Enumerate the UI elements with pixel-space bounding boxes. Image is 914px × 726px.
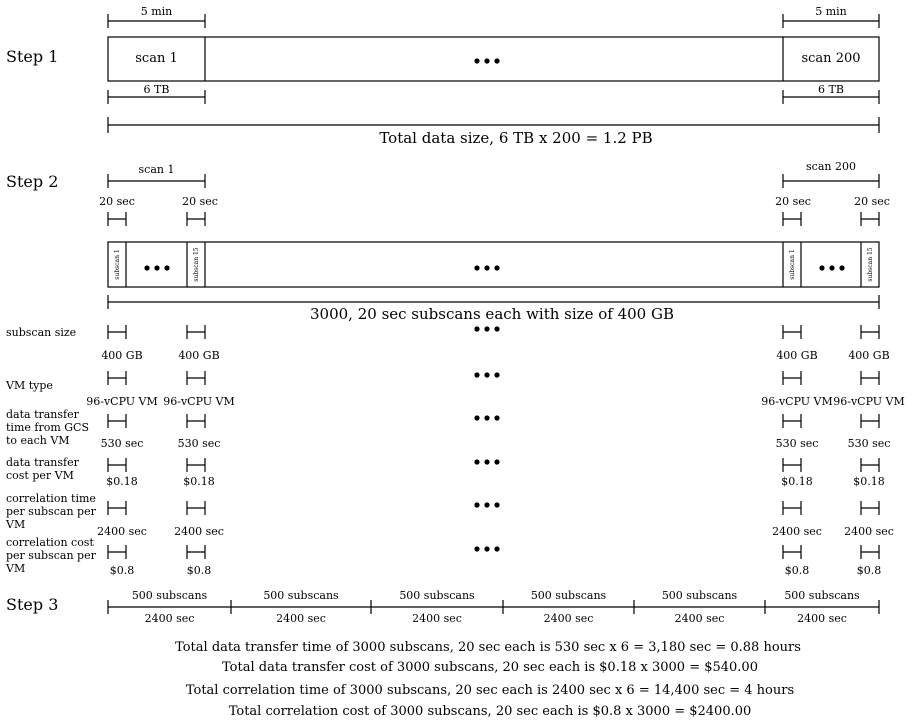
row-4-bracket-3 <box>861 501 879 515</box>
row-5-bracket-0 <box>108 545 126 559</box>
row-2-value-0: 530 sec <box>100 437 144 450</box>
step3-seg-4-bottom: 2400 sec <box>674 612 725 625</box>
row-label-4-line-1: per subscan per <box>6 505 96 518</box>
step2-subscan-first-a: subscan 1 <box>114 249 121 280</box>
step2-subscan-strip <box>108 242 879 287</box>
step2-scan-bracket-first <box>108 174 205 188</box>
row-4-value-3: 2400 sec <box>844 525 894 538</box>
step2-subscan-last-a: subscan 15 <box>193 247 200 282</box>
step1-duration-label-last: 5 min <box>815 5 847 18</box>
step3-seg-5-bottom: 2400 sec <box>797 612 847 625</box>
step1-total-text: Total data size, 6 TB x 200 = 1.2 PB <box>379 129 653 147</box>
step2-subscan-first-b: subscan 1 <box>789 249 796 280</box>
row-5-bracket-3 <box>861 545 879 559</box>
step3-seg-0-bottom: 2400 sec <box>144 612 195 625</box>
row-5-ellipsis <box>474 546 499 551</box>
step3-seg-5-top: 500 subscans <box>784 589 860 602</box>
step2-scan-first-label: scan 1 <box>138 163 175 176</box>
row-4-value-0: 2400 sec <box>97 525 147 538</box>
step-2-label: Step 2 <box>6 172 59 191</box>
row-label-4-line-2: VM <box>6 518 26 531</box>
row-1-ellipsis <box>474 372 499 377</box>
row-1-value-3: 96-vCPU VM <box>833 395 905 408</box>
row-5-bracket-1 <box>187 545 205 559</box>
row-label-5-line-1: per subscan per <box>6 549 96 562</box>
step1-scan-last: scan 200 <box>801 51 861 66</box>
row-0-value-1: 400 GB <box>178 349 220 362</box>
step3-timeline <box>108 589 879 625</box>
row-0-value-0: 400 GB <box>101 349 143 362</box>
row-2-bracket-2 <box>783 414 801 428</box>
per-vm-rows <box>5 325 905 577</box>
row-2-bracket-3 <box>861 414 879 428</box>
row-0-value-3: 400 GB <box>848 349 890 362</box>
row-1-bracket-1 <box>187 371 205 385</box>
row-4-value-1: 2400 sec <box>174 525 224 538</box>
row-1-bracket-0 <box>108 371 126 385</box>
total-transfer-cost: Total data transfer cost of 3000 subscans, 20 sec each is $0.18 x 3000 = $540.00 <box>222 660 758 675</box>
step2-ellipsis-left <box>144 265 169 270</box>
row-5-value-3: $0.8 <box>856 564 882 577</box>
step2-subdur-label-2: 20 sec <box>182 195 218 208</box>
row-2-bracket-1 <box>187 414 205 428</box>
total-correlation-cost: Total correlation cost of 3000 subscans, 20 sec each is $0.8 x 3000 = $2400.00 <box>228 704 752 719</box>
row-4-bracket-0 <box>108 501 126 515</box>
row-label-4-line-0: correlation time <box>6 492 96 505</box>
row-5-value-0: $0.8 <box>109 564 135 577</box>
row-3-bracket-3 <box>861 458 879 472</box>
step-1-label: Step 1 <box>6 47 59 66</box>
step2-total-text: 3000, 20 sec subscans each with size of 400 GB <box>310 305 674 323</box>
step1-duration-label-first: 5 min <box>140 5 173 18</box>
step1-scan-strip <box>108 37 879 81</box>
step1-scan-first: scan 1 <box>135 51 178 66</box>
step3-seg-2-top: 500 subscans <box>399 589 475 602</box>
row-0-bracket-1 <box>187 325 205 339</box>
row-label-3-line-0: data transfer <box>6 456 79 469</box>
step3-seg-0-top: 500 subscans <box>131 589 208 602</box>
step3-seg-3-bottom: 2400 sec <box>543 612 594 625</box>
row-1-bracket-3 <box>861 371 879 385</box>
row-2-value-1: 530 sec <box>177 437 221 450</box>
row-0-bracket-0 <box>108 325 126 339</box>
row-2-value-3: 530 sec <box>847 437 891 450</box>
step2-subdur-label-3: 20 sec <box>775 195 811 208</box>
step2-subscan-last-b: subscan 15 <box>867 247 874 282</box>
row-5-value-1: $0.8 <box>186 564 212 577</box>
step2-scan-last-label: scan 200 <box>806 160 856 173</box>
row-1-value-0: 96-vCPU VM <box>86 395 158 408</box>
row-label-2-line-2: to each VM <box>6 434 70 447</box>
step1-size-label-last: 6 TB <box>818 83 844 96</box>
row-4-ellipsis <box>474 502 499 507</box>
step2-ellipsis-center <box>474 265 499 270</box>
step3-seg-2-bottom: 2400 sec <box>412 612 462 625</box>
row-3-value-2: $0.18 <box>781 475 813 488</box>
row-1-value-2: 96-vCPU VM <box>761 395 833 408</box>
row-4-value-2: 2400 sec <box>772 525 822 538</box>
row-2-bracket-0 <box>108 414 126 428</box>
total-transfer-time: Total data transfer time of 3000 subscans, 20 sec each is 530 sec x 6 = 3,180 sec = 0.88 hours <box>175 640 801 655</box>
total-correlation-time: Total correlation time of 3000 subscans, 20 sec each is 2400 sec x 6 = 14,400 sec = 4 hours <box>185 683 795 698</box>
row-1-bracket-2 <box>783 371 801 385</box>
row-3-value-3: $0.18 <box>853 475 885 488</box>
row-3-value-0: $0.18 <box>106 475 138 488</box>
row-5-value-2: $0.8 <box>784 564 810 577</box>
step1-size-label-first: 6 TB <box>143 83 170 96</box>
row-2-ellipsis <box>474 415 499 420</box>
row-label-2-line-1: time from GCS <box>6 421 89 434</box>
row-0-ellipsis <box>474 326 499 331</box>
row-0-bracket-2 <box>783 325 801 339</box>
row-4-bracket-1 <box>187 501 205 515</box>
row-3-value-1: $0.18 <box>183 475 215 488</box>
row-3-bracket-0 <box>108 458 126 472</box>
step3-seg-3-top: 500 subscans <box>530 589 607 602</box>
row-1-value-1: 96-vCPU VM <box>163 395 235 408</box>
row-label-5-line-2: VM <box>6 562 26 575</box>
row-label-5-line-0: correlation cost <box>6 536 94 549</box>
row-label-2-line-0: data transfer <box>6 408 79 421</box>
row-3-ellipsis <box>474 459 499 464</box>
step2-subdur-label-4: 20 sec <box>854 195 890 208</box>
row-3-bracket-2 <box>783 458 801 472</box>
row-0-bracket-3 <box>861 325 879 339</box>
step2-subdur-brackets <box>108 212 879 226</box>
row-label-1-line-0: VM type <box>6 379 53 392</box>
step2-scan-bracket-last <box>783 174 879 188</box>
row-0-value-2: 400 GB <box>776 349 818 362</box>
step2-subdur-label-1: 20 sec <box>99 195 135 208</box>
step3-seg-4-top: 500 subscans <box>661 589 738 602</box>
row-label-3-line-1: cost per VM <box>6 469 74 482</box>
row-2-value-2: 530 sec <box>775 437 819 450</box>
row-label-0-line-0: subscan size <box>6 326 77 339</box>
step-3-label: Step 3 <box>6 595 59 614</box>
row-4-bracket-2 <box>783 501 801 515</box>
step1-ellipsis <box>474 58 499 63</box>
row-3-bracket-1 <box>187 458 205 472</box>
step2-ellipsis-right <box>819 265 844 270</box>
step3-seg-1-top: 500 subscans <box>263 589 339 602</box>
step3-seg-1-bottom: 2400 sec <box>276 612 326 625</box>
row-5-bracket-2 <box>783 545 801 559</box>
